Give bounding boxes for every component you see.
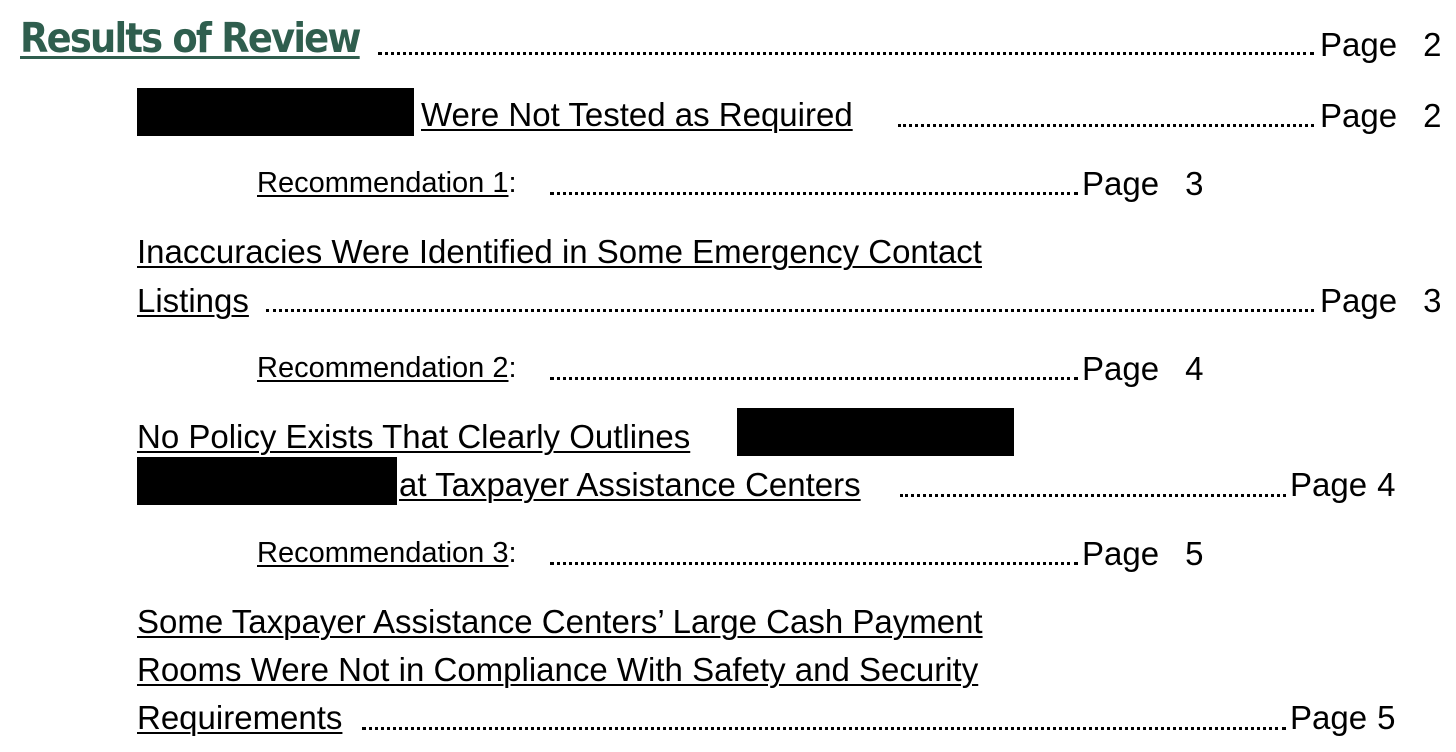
toc-entry-cash-payment-rooms-line3[interactable]: [137, 699, 342, 737]
toc-page-ref: Page 2: [1320, 97, 1442, 134]
toc-page-ref: Page 2: [1320, 26, 1442, 63]
toc-page-ref: Page 4: [1082, 350, 1204, 387]
toc-entry-no-policy[interactable]: [137, 418, 690, 456]
toc-entry-inaccuracies[interactable]: [137, 233, 982, 271]
toc-entry-cash-payment-rooms[interactable]: [137, 603, 983, 641]
toc-entry-cash-payment-rooms-line2[interactable]: [137, 651, 978, 689]
toc-entry-title: Recommendation 3: [257, 537, 509, 569]
toc-entry-title: Recommendation 1: [257, 167, 509, 199]
toc-entry-title-line3: Requirements: [137, 699, 343, 736]
toc-heading-results-of-review[interactable]: [20, 14, 360, 62]
dot-leader: [550, 192, 1078, 195]
dot-leader: [378, 52, 1314, 55]
dot-leader: [266, 309, 1314, 312]
toc-page-ref: Page 5: [1290, 699, 1396, 736]
dot-leader: [362, 727, 1286, 730]
dot-leader: [898, 124, 1314, 127]
toc-page-ref: Page 4: [1290, 466, 1396, 503]
toc-entry-recommendation-1[interactable]: Recommendation 1:: [257, 167, 517, 199]
toc-entry-title: Recommendation 2: [257, 352, 509, 384]
toc-entry-not-tested[interactable]: [137, 96, 853, 134]
toc-entry-title-line1: No Policy Exists That Clearly Outlines: [137, 418, 691, 455]
toc-page-ref: Page 3: [1320, 282, 1442, 319]
toc-heading-title: Results of Review: [20, 14, 360, 62]
toc-page-ref: Page 5: [1082, 535, 1204, 572]
toc-entry-recommendation-2[interactable]: Recommendation 2:: [257, 352, 517, 384]
toc-entry-title-line2: at Taxpayer Assistance Centers: [399, 466, 861, 503]
toc-entry-recommendation-3[interactable]: Recommendation 3:: [257, 537, 517, 569]
dot-leader: [900, 494, 1286, 497]
toc-page-ref: Page 3: [1082, 165, 1204, 202]
toc-entry-title: Were Not Tested as Required: [421, 96, 853, 133]
toc-entry-title-line2: Listings: [137, 282, 249, 319]
toc-entry-title-line2: Rooms Were Not in Compliance With Safety and Security: [137, 651, 979, 688]
toc-entry-no-policy-line2[interactable]: [137, 466, 861, 504]
dot-leader: [550, 377, 1078, 380]
toc-entry-inaccuracies-line2[interactable]: [137, 282, 249, 320]
redaction-block: [737, 408, 1014, 456]
dot-leader: [550, 562, 1078, 565]
toc-entry-title-line1: Inaccuracies Were Identified in Some Emergency Contact: [137, 233, 982, 270]
toc-entry-title-line1: Some Taxpayer Assistance Centers’ Large Cash Payment: [137, 603, 983, 640]
